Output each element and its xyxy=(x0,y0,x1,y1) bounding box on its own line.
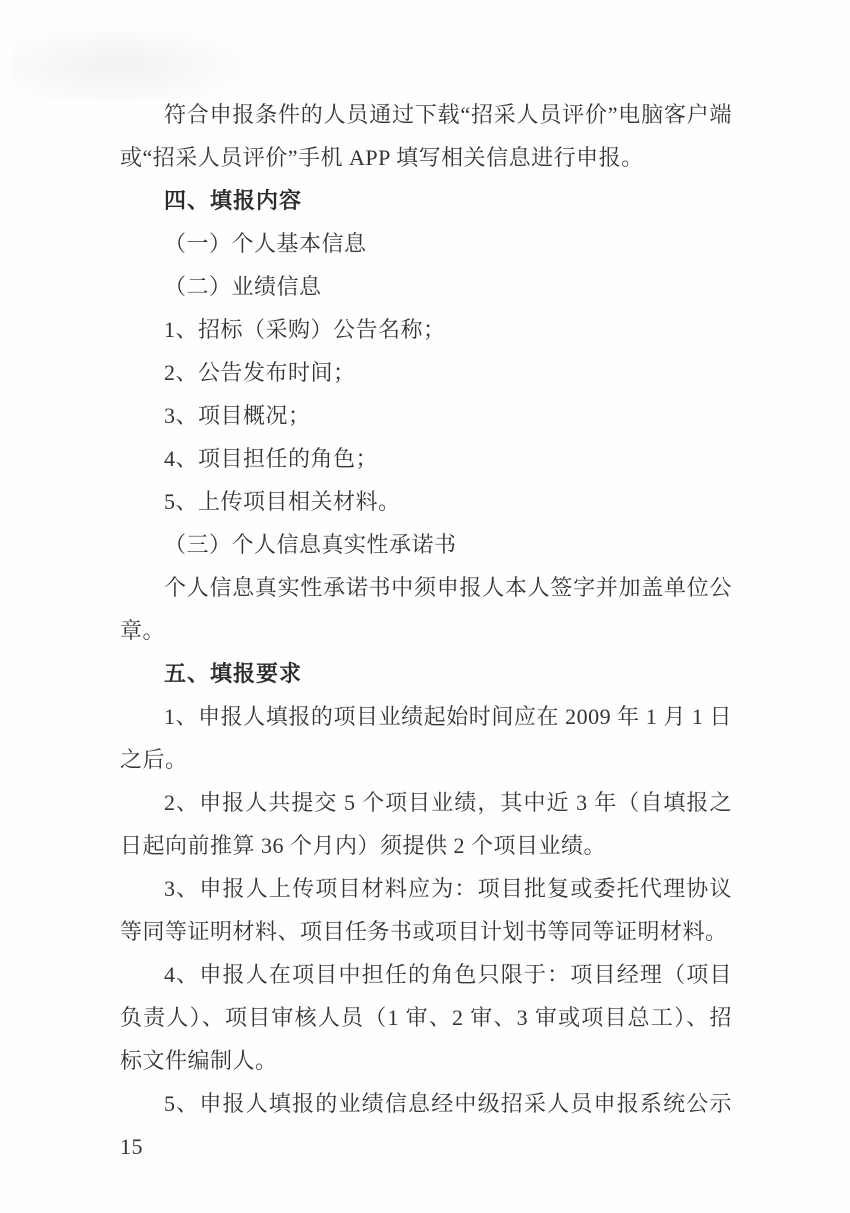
requirement-4: 4、申报人在项目中担任的角色只限于：项目经理（项目负责人）、项目审核人员（1 审、2 审、3 审或项目总工）、招标文件编制人。 xyxy=(120,962,732,1073)
paragraph-intro: 符合申报条件的人员通过下载“招采人员评价”电脑客户端或“招采人员评价”手机 APP 填写相关信息进行申报。 xyxy=(120,102,732,170)
list-item-commitment-letter: （三）个人信息真实性承诺书 xyxy=(164,532,457,557)
list-item-project-overview: 3、项目概况； xyxy=(164,403,311,428)
list-item-performance-info: （二）业绩信息 xyxy=(164,274,322,299)
list-item-project-role: 4、项目担任的角色； xyxy=(164,446,379,471)
section-heading-5-fill-requirements: 五、填报要求 xyxy=(164,661,303,686)
scan-artifact-smudge xyxy=(10,25,250,100)
section-heading-4-fill-content: 四、填报内容 xyxy=(164,188,303,213)
list-item-announcement-time: 2、公告发布时间； xyxy=(164,360,356,385)
requirement-1: 1、申报人填报的项目业绩起始时间应在 2009 年 1 月 1 日之后。 xyxy=(120,704,732,772)
list-item-upload-materials: 5、上传项目相关材料。 xyxy=(164,489,401,514)
paragraph-commitment-detail: 个人信息真实性承诺书中须申报人本人签字并加盖单位公章。 xyxy=(120,575,732,643)
list-item-basic-info: （一）个人基本信息 xyxy=(164,231,367,256)
requirement-3: 3、申报人上传项目材料应为：项目批复或委托代理协议等同等证明材料、项目任务书或项目计划书等同等证明材料。 xyxy=(120,876,732,944)
list-item-announcement-name: 1、招标（采购）公告名称； xyxy=(164,317,446,342)
document-body xyxy=(120,93,732,1168)
requirement-2: 2、申报人共提交 5 个项目业绩，其中近 3 年（自填报之日起向前推算 36 个月内）须提供 2 个项目业绩。 xyxy=(120,790,732,858)
requirement-5-partial: 5、申报人填报的业绩信息经中级招采人员申报系统公示 15 xyxy=(120,1091,732,1159)
